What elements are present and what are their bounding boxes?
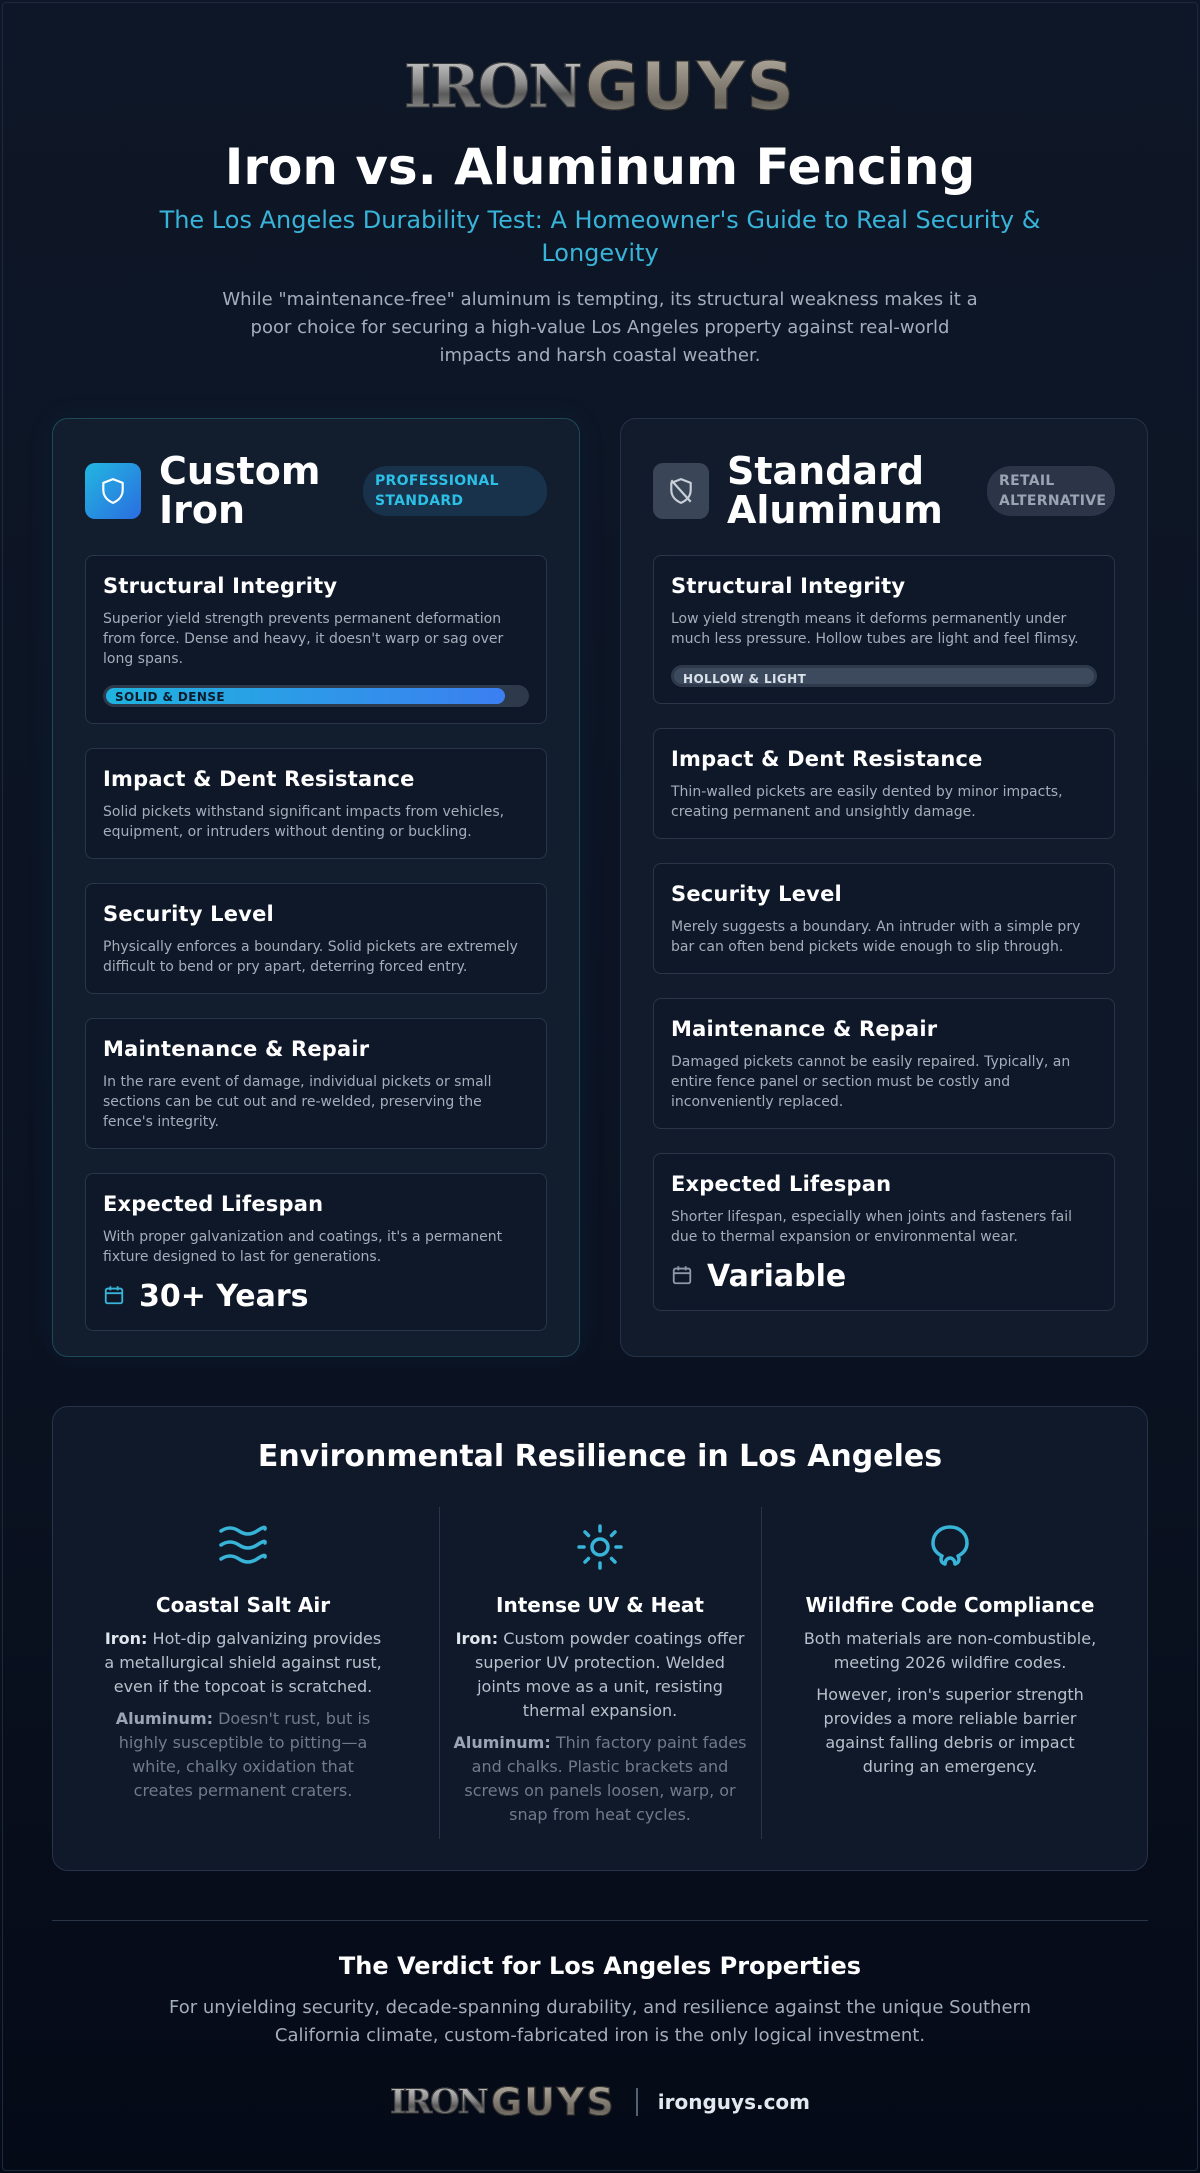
strength-bar-label: SOLID & DENSE (115, 690, 225, 704)
env-coastal (101, 1507, 385, 1803)
card-title: Maintenance & Repair (103, 1037, 370, 1061)
env-iron-text (453, 1627, 747, 1723)
aluminum-badge: RETAIL ALTERNATIVE (987, 466, 1115, 516)
logo-guys-text: GUYS (584, 48, 797, 125)
card-text: Damaged pickets cannot be easily repaired. Typically, an entire fence panel or section must be costly and inconveniently replaced. (671, 1054, 1071, 1110)
card-title: Security Level (671, 882, 842, 906)
intro-text: While "maintenance-free" aluminum is tempting, its structural weakness makes it a poor choice for securing a high-value Los Angeles property against real-world impacts and harsh coastal weather. (222, 289, 978, 366)
sun-icon (453, 1519, 747, 1575)
lifespan-row (671, 1259, 1097, 1294)
env-alum-text (453, 1731, 747, 1827)
iron-badge: PROFESSIONAL STANDARD (363, 466, 547, 516)
aluminum-column (620, 418, 1148, 1357)
footer-logo (390, 2080, 616, 2124)
lifespan-value: 30+ Years (139, 1279, 309, 1314)
footer-separator (636, 2088, 638, 2116)
footer (0, 2080, 1200, 2124)
logo-iron-text: IRON (389, 2082, 487, 2122)
shield-off-icon (653, 463, 709, 519)
logo-iron-text: IRON (403, 51, 581, 122)
iron-label: Iron: (455, 1629, 499, 1648)
environment-section (52, 1406, 1148, 1871)
aluminum-header (653, 451, 1115, 531)
website-link[interactable]: ironguys.com (657, 2090, 811, 2114)
iron-desc: Custom powder coatings offer superior UV protection. Welded joints move as a unit, resisting thermal expansion. (475, 1629, 745, 1720)
calendar-icon (103, 1284, 125, 1310)
card-title: Impact & Dent Resistance (103, 767, 415, 791)
iron-card-maintenance (85, 1018, 547, 1149)
shield-icon (85, 463, 141, 519)
card-text: Low yield strength means it deforms permanently under much less pressure. Hollow tubes are light and feel flimsy. (671, 611, 1079, 647)
divider (52, 1920, 1148, 1921)
flame-icon (797, 1519, 1103, 1575)
card-title: Security Level (103, 902, 274, 926)
iron-card-security (85, 883, 547, 994)
card-title: Structural Integrity (103, 574, 338, 598)
card-title: Expected Lifespan (103, 1192, 324, 1216)
card-text: Shorter lifespan, especially when joints and fasteners fail due to thermal expansion or environmental wear. (671, 1209, 1073, 1245)
env-alum-text (101, 1707, 385, 1803)
env-text-2: However, iron's superior strength provides a more reliable barrier against falling debris or impact during an emergency. (816, 1685, 1084, 1776)
alum-label: Aluminum: (453, 1733, 551, 1752)
verdict-title: The Verdict for Los Angeles Properties (338, 1952, 862, 1980)
env-title: Intense UV & Heat (496, 1593, 704, 1617)
alum-desc: Doesn't rust, but is highly susceptible to pitting—a white, chalky oxidation that creates permanent craters. (118, 1709, 371, 1800)
card-title: Expected Lifespan (671, 1172, 892, 1196)
card-text: Superior yield strength prevents permanent deformation from force. Dense and heavy, it doesn't warp or sag over long spans. (103, 611, 504, 667)
waves-icon (101, 1519, 385, 1575)
env-wildfire (797, 1507, 1103, 1779)
aluminum-card-structural (653, 555, 1115, 704)
aluminum-card-maintenance (653, 998, 1115, 1129)
env-text-1: Both materials are non-combustible, meeting 2026 wildfire codes. (803, 1629, 1097, 1672)
card-text: Solid pickets withstand significant impacts from vehicles, equipment, or intruders without denting or buckling. (103, 804, 505, 840)
card-title: Structural Integrity (671, 574, 906, 598)
iron-label: Iron: (104, 1629, 148, 1648)
card-title: Maintenance & Repair (671, 1017, 938, 1041)
strength-bar (103, 685, 529, 707)
alum-desc: Thin factory paint fades and chalks. Plastic brackets and screws on panels loosen, warp, or snap from heat cycles. (464, 1733, 747, 1824)
card-text: Thin-walled pickets are easily dented by minor impacts, creating permanent and unsightly damage. (671, 784, 1063, 820)
page-subtitle: The Los Angeles Durability Test: A Homeowner's Guide to Real Security & Longevity (159, 206, 1041, 267)
env-title: Wildfire Code Compliance (805, 1593, 1095, 1617)
lifespan-row (103, 1279, 529, 1314)
verdict-text: For unyielding security, decade-spanning durability, and resilience against the unique Southern California climate, custom-fabricated iron is the only logical investment. (168, 1997, 1032, 2046)
iron-desc: Hot-dip galvanizing provides a metallurgical shield against rust, even if the topcoat is scratched. (104, 1629, 382, 1696)
divider (761, 1507, 762, 1839)
card-text: Physically enforces a boundary. Solid pickets are extremely difficult to bend or pry apart, deterring forced entry. (103, 939, 518, 975)
iron-column (52, 418, 580, 1357)
iron-header (85, 451, 547, 531)
lifespan-value: Variable (707, 1259, 847, 1294)
environment-title: Environmental Resilience in Los Angeles (257, 1439, 943, 1474)
alum-label: Aluminum: (115, 1709, 214, 1728)
card-text: In the rare event of damage, individual pickets or small sections can be cut out and re-welded, preserving the fence's integrity. (103, 1074, 492, 1130)
card-text: With proper galvanization and coatings, it's a permanent fixture designed to last for generations. (103, 1229, 503, 1265)
aluminum-card-lifespan (653, 1153, 1115, 1311)
calendar-icon (671, 1264, 693, 1290)
aluminum-title: Standard Aluminum (727, 449, 943, 532)
card-title: Impact & Dent Resistance (671, 747, 983, 771)
card-text: Merely suggests a boundary. An intruder with a simple pry bar can often bend pickets wide enough to slip through. (671, 919, 1081, 955)
iron-card-impact (85, 748, 547, 859)
brand-logo (0, 48, 1200, 125)
env-uv (453, 1507, 747, 1827)
strength-bar-label: HOLLOW & LIGHT (683, 672, 807, 686)
logo-guys-text: GUYS (490, 2080, 616, 2124)
page-title: Iron vs. Aluminum Fencing (224, 138, 976, 196)
aluminum-card-impact (653, 728, 1115, 839)
divider (439, 1507, 440, 1839)
strength-bar (671, 665, 1097, 687)
env-title: Coastal Salt Air (155, 1593, 331, 1617)
aluminum-card-security (653, 863, 1115, 974)
iron-card-lifespan (85, 1173, 547, 1331)
iron-card-structural (85, 555, 547, 724)
env-iron-text (101, 1627, 385, 1699)
iron-title: Custom Iron (159, 449, 321, 532)
